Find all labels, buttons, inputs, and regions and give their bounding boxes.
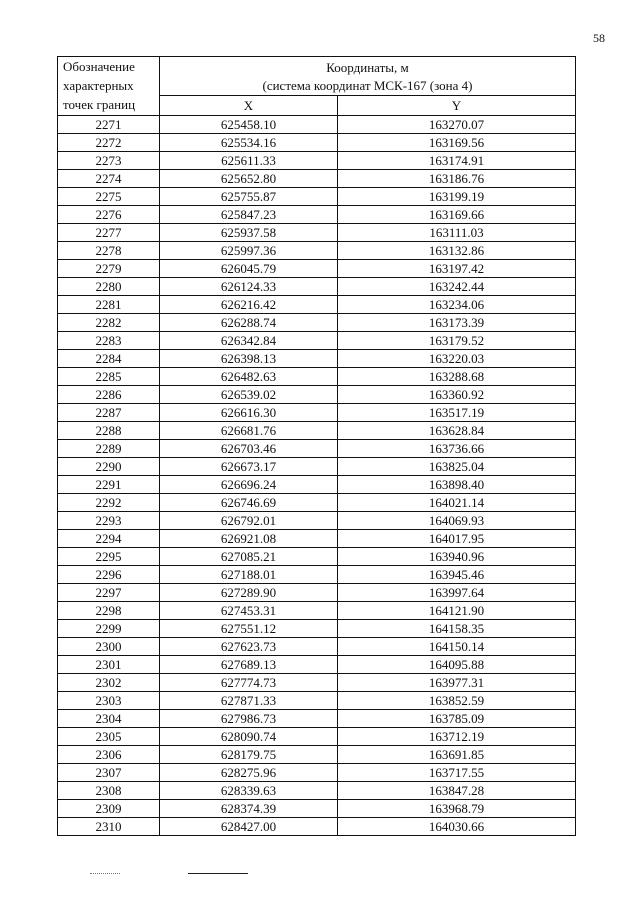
table-row [58,800,576,818]
table-row [58,674,576,692]
x-coordinate-cell: 627085.21 [160,548,338,566]
x-coordinate-cell: 625652.80 [160,170,338,188]
point-id-cell: 2277 [58,224,160,242]
point-id-cell: 2279 [58,260,160,278]
x-coordinate-cell: 627188.01 [160,566,338,584]
y-coordinate-cell: 163736.66 [338,440,576,458]
x-coordinate-cell: 628427.00 [160,818,338,836]
point-id-cell: 2286 [58,386,160,404]
point-designation-header [58,57,160,116]
header-row-main [58,57,576,96]
point-header-line3: точек границ [63,97,136,112]
table-row [58,548,576,566]
table-row [58,692,576,710]
x-coordinate-cell: 625755.87 [160,188,338,206]
x-coordinate-cell: 627453.31 [160,602,338,620]
point-id-cell: 2272 [58,134,160,152]
table-row [58,404,576,422]
table-row [58,350,576,368]
x-coordinate-cell: 628275.96 [160,764,338,782]
x-coordinate-cell: 625458.10 [160,116,338,134]
y-coordinate-cell: 163825.04 [338,458,576,476]
point-id-cell: 2298 [58,602,160,620]
point-id-cell: 2299 [58,620,160,638]
point-id-cell: 2283 [58,332,160,350]
table-row [58,224,576,242]
point-id-cell: 2300 [58,638,160,656]
y-coordinate-cell: 163234.06 [338,296,576,314]
table-row [58,116,576,134]
table-row [58,584,576,602]
table-row [58,494,576,512]
x-coordinate-cell: 626673.17 [160,458,338,476]
y-coordinate-cell: 164150.14 [338,638,576,656]
y-coordinate-cell: 164021.14 [338,494,576,512]
point-id-cell: 2293 [58,512,160,530]
y-coordinate-cell: 163977.31 [338,674,576,692]
y-coordinate-cell: 163174.91 [338,152,576,170]
point-id-cell: 2280 [58,278,160,296]
point-id-cell: 2290 [58,458,160,476]
y-coordinate-cell: 163628.84 [338,422,576,440]
x-coordinate-cell: 628179.75 [160,746,338,764]
point-id-cell: 2301 [58,656,160,674]
point-id-cell: 2288 [58,422,160,440]
table-row [58,386,576,404]
x-coordinate-cell: 626124.33 [160,278,338,296]
table-row [58,152,576,170]
y-coordinate-cell: 163132.86 [338,242,576,260]
x-coordinate-cell: 626681.76 [160,422,338,440]
table-row [58,638,576,656]
coordinates-header-line1: Координаты, м [326,60,409,75]
y-coordinate-cell: 163197.42 [338,260,576,278]
y-coordinate-cell: 163691.85 [338,746,576,764]
table-row [58,530,576,548]
point-id-cell: 2274 [58,170,160,188]
y-coordinate-cell: 164095.88 [338,656,576,674]
y-coordinate-cell: 164069.93 [338,512,576,530]
table-row [58,746,576,764]
point-id-cell: 2294 [58,530,160,548]
point-id-cell: 2305 [58,728,160,746]
table-row [58,620,576,638]
y-coordinate-cell: 163997.64 [338,584,576,602]
y-coordinate-cell: 163785.09 [338,710,576,728]
y-coordinate-cell: 163220.03 [338,350,576,368]
y-coordinate-cell: 163186.76 [338,170,576,188]
y-coordinate-cell: 164121.90 [338,602,576,620]
footer-mark-left [90,873,120,876]
x-coordinate-cell: 627986.73 [160,710,338,728]
table-row [58,296,576,314]
table-row [58,656,576,674]
point-id-cell: 2303 [58,692,160,710]
x-coordinate-cell: 625997.36 [160,242,338,260]
y-coordinate-cell: 163847.28 [338,782,576,800]
y-coordinate-cell: 163242.44 [338,278,576,296]
table-row [58,602,576,620]
table-row [58,710,576,728]
x-coordinate-cell: 626216.42 [160,296,338,314]
y-coordinate-cell: 163717.55 [338,764,576,782]
point-id-cell: 2295 [58,548,160,566]
x-coordinate-cell: 626746.69 [160,494,338,512]
x-coordinate-cell: 627774.73 [160,674,338,692]
y-coordinate-cell: 164158.35 [338,620,576,638]
point-id-cell: 2285 [58,368,160,386]
y-coordinate-cell: 163968.79 [338,800,576,818]
table-row [58,242,576,260]
table-row [58,458,576,476]
point-id-cell: 2282 [58,314,160,332]
y-coordinate-cell: 163360.92 [338,386,576,404]
point-id-cell: 2281 [58,296,160,314]
x-coordinate-cell: 626616.30 [160,404,338,422]
x-coordinate-cell: 626398.13 [160,350,338,368]
point-id-cell: 2309 [58,800,160,818]
point-id-cell: 2289 [58,440,160,458]
footer-signature-line [188,873,248,874]
table-row [58,422,576,440]
x-coordinate-cell: 627623.73 [160,638,338,656]
x-column-header: X [160,96,338,116]
point-id-cell: 2307 [58,764,160,782]
point-id-cell: 2302 [58,674,160,692]
x-coordinate-cell: 625847.23 [160,206,338,224]
x-coordinate-cell: 625534.16 [160,134,338,152]
x-coordinate-cell: 626696.24 [160,476,338,494]
x-coordinate-cell: 626045.79 [160,260,338,278]
y-coordinate-cell: 163945.46 [338,566,576,584]
y-coordinate-cell: 163517.19 [338,404,576,422]
page-number: 58 [593,31,605,45]
table-row [58,782,576,800]
x-coordinate-cell: 626288.74 [160,314,338,332]
table-row [58,170,576,188]
x-coordinate-cell: 626921.08 [160,530,338,548]
table-row [58,278,576,296]
point-id-cell: 2271 [58,116,160,134]
point-id-cell: 2278 [58,242,160,260]
x-coordinate-cell: 628374.39 [160,800,338,818]
y-coordinate-cell: 163199.19 [338,188,576,206]
table-row [58,368,576,386]
point-id-cell: 2273 [58,152,160,170]
table-row [58,134,576,152]
point-id-cell: 2292 [58,494,160,512]
y-coordinate-cell: 164017.95 [338,530,576,548]
y-coordinate-cell: 163852.59 [338,692,576,710]
table-row [58,764,576,782]
y-column-header: Y [338,96,576,116]
table-row [58,818,576,836]
table-row [58,332,576,350]
point-id-cell: 2275 [58,188,160,206]
point-id-cell: 2276 [58,206,160,224]
x-coordinate-cell: 626482.63 [160,368,338,386]
x-coordinate-cell: 628339.63 [160,782,338,800]
table-row [58,314,576,332]
point-id-cell: 2306 [58,746,160,764]
x-coordinate-cell: 626703.46 [160,440,338,458]
point-id-cell: 2287 [58,404,160,422]
y-coordinate-cell: 163111.03 [338,224,576,242]
x-coordinate-cell: 627871.33 [160,692,338,710]
y-coordinate-cell: 164030.66 [338,818,576,836]
x-coordinate-cell: 627551.12 [160,620,338,638]
point-id-cell: 2308 [58,782,160,800]
y-coordinate-cell: 163270.07 [338,116,576,134]
table-row [58,188,576,206]
y-coordinate-cell: 163179.52 [338,332,576,350]
y-coordinate-cell: 163169.56 [338,134,576,152]
x-coordinate-cell: 626342.84 [160,332,338,350]
y-coordinate-cell: 163169.66 [338,206,576,224]
y-coordinate-cell: 163898.40 [338,476,576,494]
point-header-line1: Обозначение [63,59,135,74]
x-coordinate-cell: 625611.33 [160,152,338,170]
point-id-cell: 2297 [58,584,160,602]
point-header-line2: характерных [63,78,134,93]
coordinates-header [160,57,576,96]
coordinates-table [57,56,576,836]
point-id-cell: 2304 [58,710,160,728]
x-coordinate-cell: 626792.01 [160,512,338,530]
table-row [58,512,576,530]
table-body [58,116,576,836]
table-row [58,566,576,584]
table-row [58,206,576,224]
y-coordinate-cell: 163288.68 [338,368,576,386]
x-coordinate-cell: 627289.90 [160,584,338,602]
point-id-cell: 2291 [58,476,160,494]
table-row [58,440,576,458]
table-row [58,728,576,746]
x-coordinate-cell: 626539.02 [160,386,338,404]
table-row [58,476,576,494]
point-id-cell: 2296 [58,566,160,584]
table-row [58,260,576,278]
point-id-cell: 2310 [58,818,160,836]
y-coordinate-cell: 163173.39 [338,314,576,332]
x-coordinate-cell: 625937.58 [160,224,338,242]
coordinates-header-line2: (система координат МСК-167 (зона 4) [262,78,473,93]
y-coordinate-cell: 163712.19 [338,728,576,746]
y-coordinate-cell: 163940.96 [338,548,576,566]
x-coordinate-cell: 628090.74 [160,728,338,746]
x-coordinate-cell: 627689.13 [160,656,338,674]
point-id-cell: 2284 [58,350,160,368]
table-header [58,57,576,116]
